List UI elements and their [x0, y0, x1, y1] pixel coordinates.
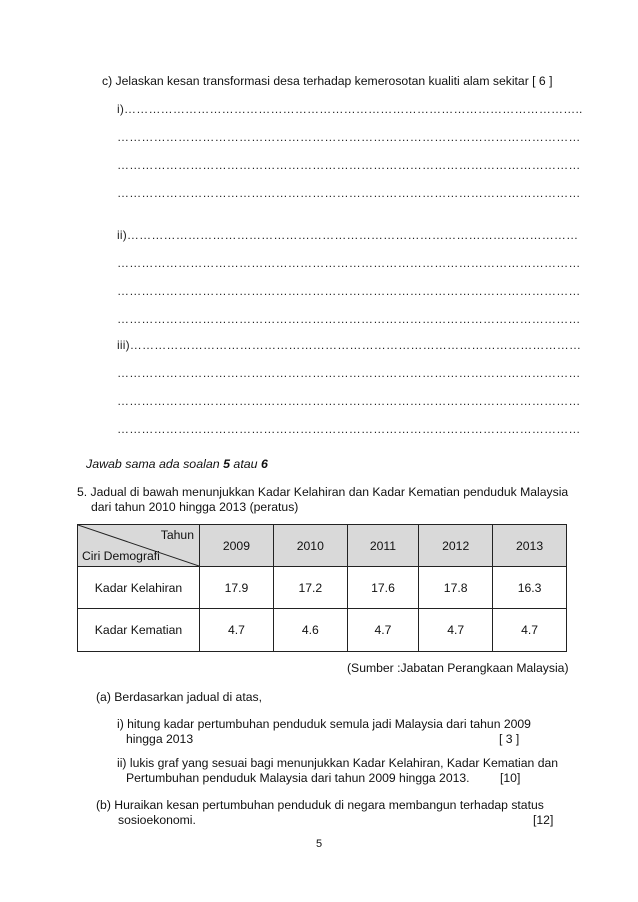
corner-label-ciri-demografi: Ciri Demografi: [82, 549, 160, 563]
table-cell: 4.6: [273, 609, 347, 652]
year-header: 2012: [419, 525, 493, 567]
part-a-ii-line-1: ii) lukis graf yang sesuai bagi menunjukkan Kadar Kelahiran, Kadar Kematian dan: [117, 756, 559, 770]
page-number: 5: [316, 838, 323, 850]
answer-line-c-ii-4: ……………………………………………………………………………………………………: [117, 312, 581, 326]
demography-table: [77, 524, 567, 652]
part-a-i-line-2: hingga 2013: [126, 732, 194, 746]
table-cell: 17.2: [273, 567, 347, 609]
answer-line-c-i-3: ……………………………………………………………………………………………………: [117, 158, 581, 172]
answer-line-c-i-2: ……………………………………………………………………………………………………: [117, 130, 581, 144]
row-label: Kadar Kematian: [78, 609, 200, 652]
question-5-line-2: dari tahun 2010 hingga 2013 (peratus): [91, 500, 299, 514]
instruction: [86, 457, 268, 471]
answer-line-c-iii-4: ……………………………………………………………………………………………………: [117, 422, 581, 436]
table-row: [78, 567, 567, 609]
table-cell: 17.8: [419, 567, 493, 609]
table-cell: 17.9: [200, 567, 274, 609]
answer-line-c-i-4: ……………………………………………………………………………………………………: [117, 186, 581, 200]
year-header: 2011: [347, 525, 418, 567]
part-a-i-marks: [ 3 ]: [499, 732, 520, 746]
answer-line-c-iii-1: iii)…………………………………………………………………………………………………: [117, 338, 582, 352]
source-citation: (Sumber :Jabatan Perangkaan Malaysia): [347, 661, 569, 675]
table-row: [78, 609, 567, 652]
table-header-row: [78, 525, 567, 567]
instruction-middle: atau: [229, 457, 261, 471]
table-cell: 4.7: [200, 609, 274, 652]
part-c-question: c) Jelaskan kesan transformasi desa terhadap kemerosotan kualiti alam sekitar [ 6 ]: [102, 74, 553, 88]
answer-line-c-iii-3: ……………………………………………………………………………………………………: [117, 394, 581, 408]
table-corner-cell: [78, 525, 200, 567]
year-header: 2010: [273, 525, 347, 567]
table-cell: 4.7: [347, 609, 418, 652]
table-cell: 4.7: [419, 609, 493, 652]
part-a-ii-line-2: Pertumbuhan penduduk Malaysia dari tahun 2009 hingga 2013.: [126, 771, 470, 785]
instruction-q5: 5: [223, 457, 230, 471]
answer-line-c-ii-1: ii)…………………………………………………………………………………………………: [117, 228, 579, 242]
corner-label-tahun: Tahun: [160, 528, 194, 542]
part-a-i-line-1: i) hitung kadar pertumbuhan penduduk semula jadi Malaysia dari tahun 2009: [117, 717, 531, 731]
part-a-ii-marks: [10]: [500, 771, 521, 785]
part-b-marks: [12]: [533, 813, 554, 827]
part-a-intro: (a) Berdasarkan jadual di atas,: [96, 690, 262, 704]
answer-line-c-ii-2: ……………………………………………………………………………………………………: [117, 256, 581, 270]
answer-line-c-iii-2: ……………………………………………………………………………………………………: [117, 366, 581, 380]
answer-line-c-i-1: i)…………………………………………………………………………………………………..: [117, 102, 583, 116]
year-header: 2013: [493, 525, 567, 567]
answer-line-c-ii-3: ……………………………………………………………………………………………………: [117, 284, 581, 298]
part-b-line-1: (b) Huraikan kesan pertumbuhan penduduk di negara membangun terhadap status: [96, 798, 544, 812]
table-cell: 17.6: [347, 567, 418, 609]
part-b-line-2: sosioekonomi.: [118, 813, 196, 827]
instruction-q6: 6: [261, 457, 268, 471]
row-label: Kadar Kelahiran: [78, 567, 200, 609]
instruction-prefix: Jawab sama ada soalan: [86, 457, 224, 471]
table-cell: 4.7: [493, 609, 567, 652]
year-header: 2009: [200, 525, 274, 567]
question-5-line-1: 5. Jadual di bawah menunjukkan Kadar Kelahiran dan Kadar Kematian penduduk Malaysia: [77, 485, 569, 499]
table-cell: 16.3: [493, 567, 567, 609]
